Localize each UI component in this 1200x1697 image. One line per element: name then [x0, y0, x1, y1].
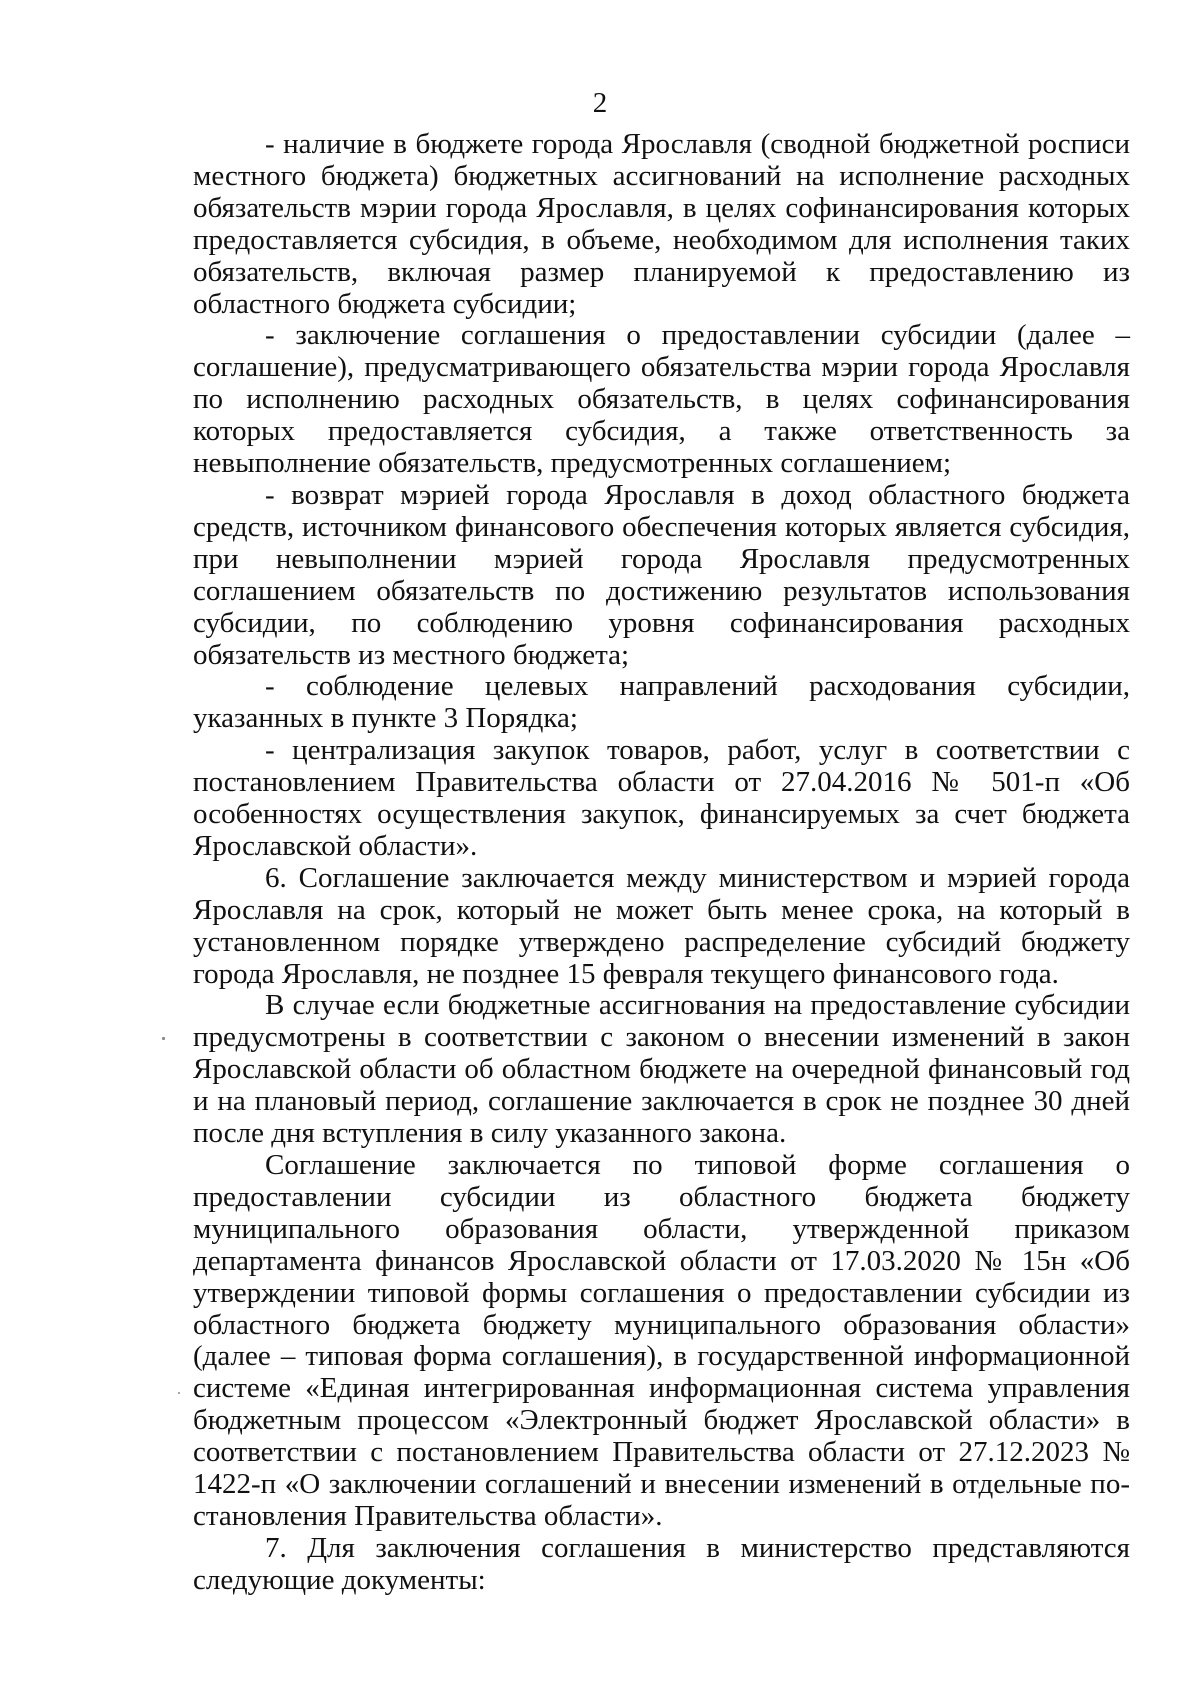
paragraph-target-directions: - соблюдение целевых направлений расходования субсидии, указанных в пункте 3 Порядка;: [193, 670, 1130, 735]
paragraph-agreement-conclusion: - заключение соглашения о предоставлении субсидии (далее – соглашение), предусматривающего обязательства мэрии города Ярославля по исполнению расходных обязательств, в целях софинансирования которых предоставляется субсидия, а также ответственность за невыполнение обязательств, предусмотренных соглашением;: [193, 319, 1130, 480]
paragraph-refund-obligation: - возврат мэрией города Ярославля в доход областного бюджета средств, источником финансового обеспечения которых является субсидия, при невыполнении мэрией города Ярославля предусмотренных соглашением обязательств по достижению результатов использования субсидии, по соблюдению уровня софинансирования расходных обязательств из местного бюджета;: [193, 478, 1130, 671]
document-body: [193, 129, 1130, 1597]
paragraph-item-6-agreement-term: 6. Соглашение заключается между министерством и мэрией города Ярославля на срок, который не может быть менее срока, на который в установленном порядке утверждено распределение субсидий бюджету города Ярославля, не позднее 15 февраля текущего финансового года.: [193, 861, 1130, 990]
scan-speck: [178, 1392, 180, 1394]
paragraph-standard-form: Соглашение заключается по типовой форме соглашения о предоставлении субсидии из областного бюджета бюджету муниципального образования области, утвержденной приказом департамента финансов Ярославской области от 17.03.2020 № 15н «Об утверждении типовой формы соглашения о предоставлении субсидии из областного бюджета бюджету муниципального образования области» (далее – типовая форма соглашения), в государственной информационной системе «Единая интегрированная информационная система управления бюджетным процессом «Электронный бюджет Ярославской области» в соответствии с постановлением Правительства области от 27.12.2023 № 1422-п «О заключении соглашений и внесении изменений в отдельные постановления Правительства области».: [193, 1149, 1130, 1532]
paragraph-item-7-documents: 7. Для заключения соглашения в министерство представляются следующие документы:: [193, 1531, 1130, 1596]
scan-speck: [162, 1037, 165, 1040]
paragraph-budget-amendment-case: В случае если бюджетные ассигнования на предоставление субсидии предусмотрены в соответствии с законом о внесении изменений в закон Ярославской области об областном бюджете на очередной финансовый год и на плановый период, соглашение заключается в срок не позднее 30 дней после дня вступления в силу указанного закона.: [193, 989, 1130, 1150]
paragraph-budget-allocations: - наличие в бюджете города Ярославля (сводной бюджетной росписи местного бюджета) бюджетных ассигнований на исполнение расходных обязательств мэрии города Ярославля, в целях софинансирования которых предоставляется субсидия, в объеме, необходимом для исполнения таких обязательств, включая размер планируемой к предоставлению из областного бюджета субсидии;: [193, 128, 1130, 320]
page-number: 2: [592, 87, 608, 119]
paragraph-procurement-centralization: - централизация закупок товаров, работ, услуг в соответствии с постановлением Правительства области от 27.04.2016 № 501-п «Об особенностях осуществления закупок, финансируемых за счет бюджета Ярославской области».: [193, 734, 1130, 862]
